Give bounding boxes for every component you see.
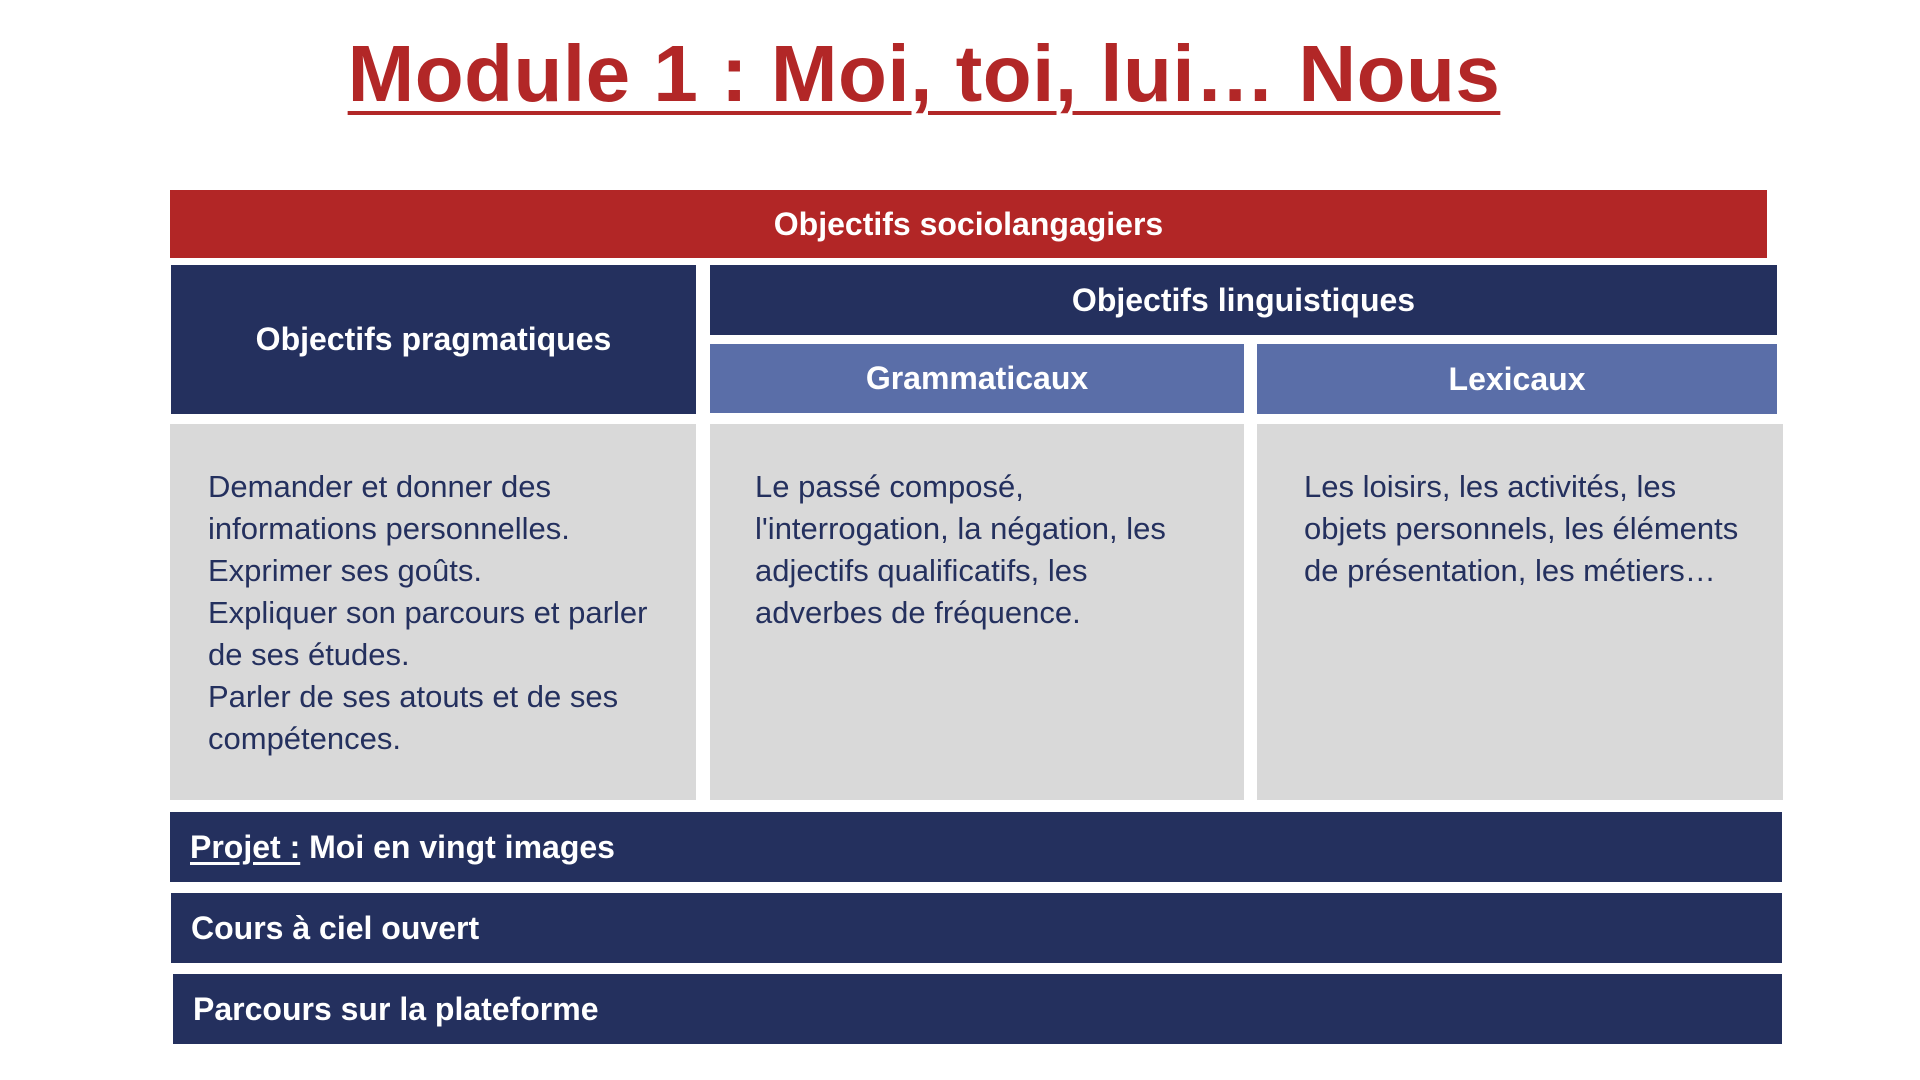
projet-value: Moi en vingt images (300, 828, 615, 865)
cell-lexicaux (1257, 424, 1783, 800)
lexicaux-text: Les loisirs, les activités, les objets personnels, les éléments de présentation, les métiers… (1304, 469, 1739, 588)
cours-label: Cours à ciel ouvert (191, 909, 480, 946)
pragmatiques-item: Expliquer son parcours et parler de ses études. (208, 595, 648, 672)
row-projet (170, 812, 1782, 882)
header-grammaticaux-label: Grammaticaux (865, 360, 1089, 396)
parcours-label: Parcours sur la plateforme (193, 990, 599, 1027)
pragmatiques-item: Parler de ses atouts et de ses compétences. (208, 679, 619, 756)
header-objectifs-pragmatiques-label: Objectifs pragmatiques (255, 321, 612, 357)
page-title: Module 1 : Moi, toi, lui… Nous (347, 29, 1501, 118)
cell-pragmatiques (170, 424, 696, 800)
row-parcours-plateforme (173, 974, 1782, 1044)
header-objectifs-linguistiques (710, 265, 1777, 335)
header-lexicaux-label: Lexicaux (1448, 360, 1586, 397)
cell-grammaticaux (710, 424, 1244, 800)
pragmatiques-item: Demander et donner des informations personnelles. (208, 469, 570, 546)
header-objectifs-sociolangagiers (170, 190, 1767, 258)
header-objectifs-pragmatiques (171, 265, 696, 414)
header-grammaticaux (710, 344, 1244, 413)
projet-label: Projet : (190, 828, 301, 865)
header-objectifs-linguistiques-label: Objectifs linguistiques (1071, 281, 1416, 318)
grammaticaux-text: Le passé composé, l'interrogation, la négation, les adjectifs qualificatifs, les adverbes de fréquence. (755, 469, 1166, 630)
header-lexicaux (1257, 344, 1777, 414)
row-cours-a-ciel-ouvert (171, 893, 1782, 963)
pragmatiques-item: Exprimer ses goûts. (208, 553, 482, 588)
header-objectifs-sociolangagiers-label: Objectifs sociolangagiers (773, 205, 1164, 242)
